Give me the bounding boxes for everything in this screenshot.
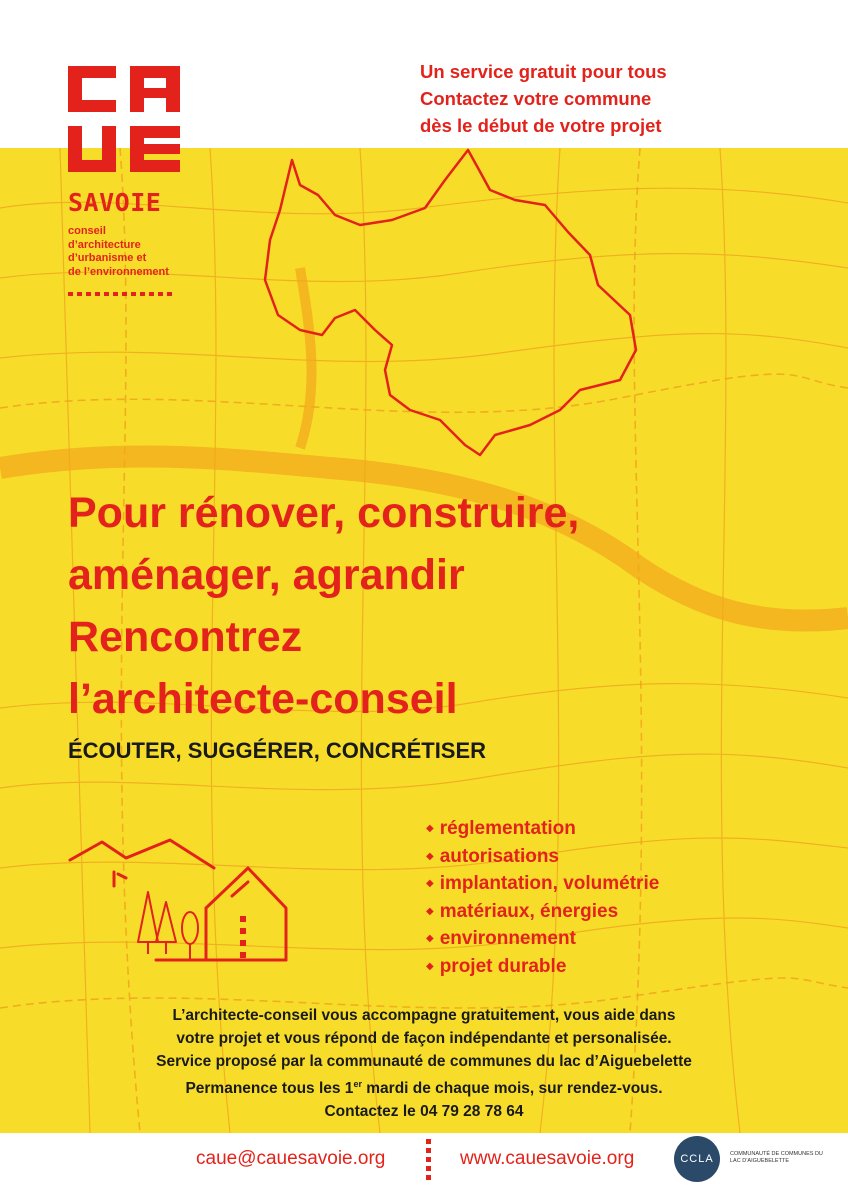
info-line: Service proposé par la communauté de communes du lac d’Aiguebelette (156, 1053, 692, 1070)
tagline (420, 58, 667, 139)
email-link[interactable]: caue@cauesavoie.org (196, 1148, 386, 1169)
tagline-line: dès le début de votre projet (420, 115, 662, 136)
list-item: ◆ projet durable (426, 953, 659, 981)
list-item: ◆ autorisations (426, 843, 659, 871)
slogan: ÉCOUTER, SUGGÉRER, CONCRÉTISER (68, 738, 487, 763)
logo-dotted-rule (68, 292, 176, 296)
headline-line: Rencontrez (68, 613, 303, 661)
ccla-label: COMMUNAUTÉ DE COMMUNES DU LAC D’AIGUEBELETTE (730, 1151, 823, 1164)
footer-separator (426, 1139, 431, 1183)
footer (0, 1133, 848, 1200)
caue-logo-mark (68, 66, 180, 176)
phone-line: Contactez le 04 79 28 78 64 (324, 1103, 524, 1121)
diamond-icon: ◆ (426, 850, 434, 862)
logo-subtitle: conseil d’architecture d’urbanisme et de l’environnement (68, 225, 169, 278)
diamond-icon: ◆ (426, 878, 434, 889)
ccla-logo: CCLA (674, 1136, 720, 1182)
list-item: ◆ environnement (426, 925, 659, 953)
info-line: Permanence tous les 1er mardi de chaque mois, sur rendez-vous. (185, 1079, 663, 1098)
list-item: ◆ matériaux, énergies (426, 898, 659, 926)
diamond-icon: ◆ (426, 823, 434, 834)
list-item: ◆ réglementation (426, 815, 659, 843)
website-link[interactable]: www.cauesavoie.org (460, 1148, 635, 1169)
logo-word: SAVOIE (68, 188, 162, 217)
diamond-icon: ◆ (426, 960, 434, 972)
info-line: votre projet et vous répond de façon indépendante et personalisée. (176, 1030, 672, 1047)
info-paragraph (60, 1004, 788, 1123)
list-item: ◆ implantation, volumétrie (426, 870, 659, 898)
topics-list (426, 815, 659, 980)
diamond-icon: ◆ (426, 933, 434, 944)
info-line: L’architecte-conseil vous accompagne gratuitement, vous aide dans (172, 1007, 676, 1024)
diamond-icon: ◆ (426, 905, 434, 917)
headline-line: aménager, agrandir (68, 551, 465, 599)
mountain-house-trees-icon (66, 838, 296, 968)
headline (68, 482, 579, 730)
tagline-line: Contactez votre commune (420, 88, 652, 109)
tagline-line: Un service gratuit pour tous (420, 61, 667, 82)
headline-line: l’architecte-conseil (68, 675, 458, 723)
headline-line: Pour rénover, construire, (68, 489, 580, 537)
